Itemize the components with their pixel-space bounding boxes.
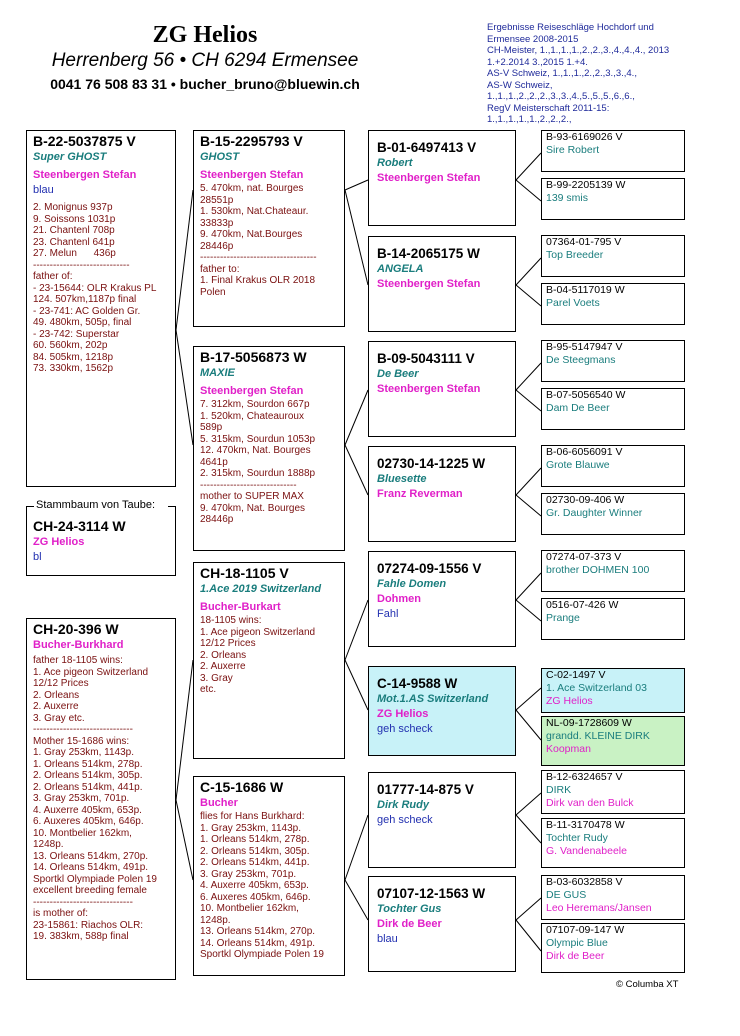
pigeon-id: C-14-9588 W (377, 676, 458, 691)
pigeon-id: B-07-5056540 W (546, 389, 626, 401)
pigeon-owner: ZG Helios (546, 695, 593, 707)
page-title: ZG Helios (152, 22, 258, 48)
subject-owner: ZG Helios (33, 536, 85, 548)
ancestor-card[interactable] (541, 388, 685, 430)
note-line: 49. 480km, 505p, final (33, 317, 132, 328)
note-line: 3. Gray (200, 672, 233, 684)
contact-line: 0041 76 508 83 31 • bucher_bruno@bluewin.ch (50, 76, 360, 92)
note-line: 23-15861: Riachos OLR: (33, 919, 144, 931)
ancestor-card[interactable] (541, 493, 685, 535)
pigeon-owner: G. Vandenabeele (546, 845, 627, 857)
note-line: 2. Orleans 514km, 305p. (200, 845, 310, 857)
pigeon-id: NL-09-1728609 W (546, 717, 632, 729)
note-line: Sportkl Olympiade Polen 19 (200, 949, 324, 960)
pigeon-name: Prange (546, 612, 580, 624)
note-line: Mother 15-1686 wins: (33, 735, 130, 747)
pigeon-notes (200, 811, 338, 961)
note-line: 12/12 Prices (33, 678, 89, 689)
note-line: 10. Montbelier 162km, (200, 903, 299, 914)
pigeon-owner: ZG Helios (377, 708, 429, 720)
pigeon-id: B-17-5056873 W (200, 349, 307, 365)
note-line: - 23-15644: OLR Krakus PL (33, 282, 157, 294)
great-grandparent-card[interactable] (368, 341, 516, 437)
pigeon-id: 0516-07-426 W (546, 599, 619, 611)
note-line: 1. Ace pigeon Switzerland (33, 666, 149, 678)
pigeon-owner: Franz Reverman (377, 488, 463, 500)
note-line: 13. Orleans 514km, 270p. (200, 926, 316, 937)
pigeon-owner: Dirk de Beer (377, 918, 442, 930)
note-line: 1. Orleans 514km, 278p. (200, 834, 310, 845)
results-line: Ergebnisse Reiseschläge Hochdorf und (487, 22, 654, 33)
note-line: 28551p (200, 194, 234, 206)
pigeon-owner: Steenbergen Stefan (377, 383, 481, 395)
pigeon-id: B-01-6497413 V (377, 140, 477, 155)
note-line: 14. Orleans 514km, 491p. (200, 937, 316, 949)
subject-id: CH-24-3114 W (33, 518, 126, 534)
note-line: 2. Orleans (200, 649, 247, 661)
pigeon-id: B-99-2205139 W (546, 179, 626, 191)
note-line: 28446p (200, 514, 234, 525)
pigeon-owner: Dohmen (377, 593, 421, 605)
great-grandparent-card[interactable] (368, 130, 516, 226)
note-line: - 23-741: AC Golden Gr. (33, 305, 141, 317)
note-line: Polen (200, 286, 226, 298)
note-line: 5. 470km, nat. Bourges (200, 183, 304, 194)
pigeon-id: C-15-1686 W (200, 779, 284, 795)
note-line: 3. Gray etc. (33, 712, 85, 724)
pigeon-name: Top Breeder (546, 249, 604, 261)
pigeon-owner: Dirk de Beer (546, 950, 605, 962)
pigeon-id: C-02-1497 V (546, 669, 606, 681)
pigeon-owner: Bucher-Burkart (200, 601, 281, 613)
ancestor-card[interactable] (541, 178, 685, 220)
subject-color: bl (33, 551, 42, 563)
ancestor-card[interactable] (541, 716, 685, 766)
note-line: 12. 470km, Nat. Bourges (200, 445, 311, 456)
pigeon-name: Parel Voets (546, 297, 600, 309)
note-line: 13. Orleans 514km, 270p. (33, 850, 149, 862)
ancestor-card[interactable] (541, 923, 685, 973)
pigeon-name: 1.Ace 2019 Switzerland (200, 583, 322, 595)
pigeon-owner: Steenbergen Stefan (200, 169, 304, 181)
note-line: etc. (200, 684, 217, 695)
pigeon-id: B-12-6324657 V (546, 771, 623, 783)
pigeon-id: 07274-07-373 V (546, 551, 622, 563)
note-line: 2. 315km, Sourdun 1888p (200, 468, 316, 479)
ancestor-card[interactable] (541, 340, 685, 382)
note-line: 2. Orleans (33, 689, 80, 701)
note-line: 21. Chantenl 708p (33, 225, 115, 236)
subject-card[interactable] (26, 506, 176, 576)
pigeon-owner: Dirk van den Bulck (546, 797, 634, 809)
pigeon-name: Tochter Gus (377, 903, 442, 915)
pigeon-name: Bucher (200, 797, 238, 809)
ancestor-card[interactable] (541, 550, 685, 592)
note-line: 1. Gray 253km, 1143p. (33, 747, 134, 758)
ancestor-card[interactable] (541, 235, 685, 277)
pigeon-id: CH-20-396 W (33, 621, 119, 637)
note-line: 27. Melun 436p (33, 248, 116, 259)
note-line: is mother of: (33, 908, 89, 919)
results-line: Ermensee 2008-2015 (487, 33, 579, 45)
pigeon-name: De Steegmans (546, 354, 616, 366)
pigeon-id: 07107-12-1563 W (377, 886, 486, 901)
great-grandparent-card[interactable] (368, 551, 516, 647)
note-line: 2. Orleans 514km, 305p. (33, 770, 143, 781)
ancestor-card[interactable] (541, 283, 685, 325)
great-grandparent-card[interactable] (368, 666, 516, 756)
pigeon-owner: Steenbergen Stefan (377, 278, 481, 290)
note-line: mother to SUPER MAX (200, 491, 304, 502)
note-line: 12/12 Prices (200, 638, 256, 649)
note-line: father to: (200, 263, 240, 275)
pigeon-name: Robert (377, 157, 413, 169)
note-line: 6. Auxeres 405km, 646p. (200, 891, 311, 903)
results-line: 1.,1.,1.,1.,1.,2.,2.,2., (487, 114, 572, 125)
note-line: 9. 470km, Nat. Bourges (200, 502, 306, 514)
pigeon-owner: Steenbergen Stefan (33, 169, 137, 181)
address: Herrenberg 56 • CH 6294 Ermensee (51, 50, 359, 71)
grandparent-card[interactable] (193, 562, 345, 759)
note-line: ------------------------------ (33, 724, 133, 735)
note-line: 73. 330km, 1562p (33, 363, 114, 374)
pigeon-name: De Beer (377, 368, 419, 380)
great-grandparent-card[interactable] (368, 236, 516, 332)
pigeon-owner: Steenbergen Stefan (377, 172, 481, 184)
note-line: ----------------------------------- (200, 252, 317, 263)
pigeon-id: B-95-5147947 V (546, 341, 623, 353)
pigeon-owner: Leo Heremans/Jansen (546, 902, 652, 914)
pigeon-name: Dam De Beer (546, 402, 610, 414)
pigeon-notes (200, 399, 338, 526)
note-line: 1. 530km, Nat.Chateaur. (200, 206, 309, 217)
pigeon-owner: Bucher-Burkhard (33, 639, 124, 651)
stammbaum-label: Stammbaum von Taube: (36, 499, 156, 511)
pigeon-id: 02730-14-1225 W (377, 456, 486, 471)
pigeon-name: DIRK (546, 784, 572, 796)
note-line: 19. 383km, 588p final (33, 931, 129, 942)
pigeon-id: B-93-6169026 V (546, 131, 623, 143)
note-line: 84. 505km, 1218p (33, 351, 114, 363)
pigeon-name: ANGELA (377, 263, 424, 275)
pigeon-notes (33, 202, 169, 375)
results-line: CH-Meister, 1.,1.,1.,1.,2.,2.,3.,4.,4.,4., 2013 (487, 45, 670, 56)
note-line: ----------------------------- (200, 479, 297, 491)
results-line: AS-W Schweiz, (487, 79, 553, 91)
pigeon-name: GHOST (200, 151, 240, 163)
pigeon-id: B-11-3170478 W (546, 819, 625, 831)
note-line: 28446p (200, 240, 234, 252)
ancestor-card[interactable] (541, 818, 685, 868)
pigeon-owner: Koopman (546, 743, 591, 755)
ancestor-card[interactable] (541, 875, 685, 920)
note-line: 3. Gray 253km, 701p. (200, 868, 297, 880)
pigeon-color: geh scheck (377, 814, 433, 826)
note-line: Sportkl Olympiade Polen 19 (33, 873, 157, 885)
pigeon-name: Olympic Blue (546, 937, 608, 949)
note-line: 1. Orleans 514km, 278p. (33, 758, 143, 770)
pigeon-notes (200, 183, 338, 298)
note-line: 1. Gray 253km, 1143p. (200, 822, 301, 834)
pigeon-name: Bluesette (377, 473, 427, 485)
pigeon-notes (33, 655, 169, 943)
note-line: 60. 560km, 202p (33, 340, 108, 351)
pigeon-notes (200, 615, 338, 696)
pigeon-color: Fahl (377, 608, 399, 620)
results-line: RegV Meisterschaft 2011-15: (487, 102, 610, 114)
note-line: 1. 520km, Chateauroux (200, 410, 304, 422)
pigeon-id: CH-18-1105 V (200, 565, 289, 581)
ancestor-card[interactable] (541, 130, 685, 172)
note-line: ------------------------------ (33, 896, 133, 908)
mother-card[interactable] (26, 618, 176, 980)
pigeon-name: 1. Ace Switzerland 03 (546, 682, 647, 694)
pigeon-name: DE GUS (546, 889, 587, 901)
note-line: 2. Orleans 514km, 441p. (33, 781, 143, 793)
note-line: father 18-1105 wins: (33, 655, 123, 666)
pigeon-name: Dirk Rudy (377, 799, 429, 811)
pigeon-owner: Steenbergen Stefan (200, 385, 304, 397)
pigeon-id: 07274-09-1556 V (377, 561, 482, 576)
pigeon-id: B-09-5043111 V (377, 351, 475, 366)
note-line: 2. Auxerre (200, 661, 246, 672)
pigeon-id: B-03-6032858 V (546, 876, 623, 888)
pigeon-name: Mot.1.AS Switzerland (377, 693, 489, 705)
pigeon-color: geh scheck (377, 723, 433, 735)
pigeon-name: Super GHOST (33, 151, 107, 163)
pigeon-id: 07107-09-147 W (546, 924, 625, 936)
note-line: 124. 507km,1187p final (33, 294, 137, 305)
note-line: excellent breeding female (33, 885, 147, 896)
note-line: ----------------------------- (33, 259, 130, 271)
pigeon-name: Sire Robert (546, 144, 600, 156)
ancestor-card[interactable] (541, 770, 685, 814)
pigeon-id: B-04-5117019 W (546, 284, 625, 296)
pigeon-id: B-06-6056091 V (546, 446, 623, 458)
note-line: 1248p. (200, 914, 231, 926)
pigeon-id: 07364-01-795 V (546, 236, 622, 248)
pigeon-name: Grote Blauwe (546, 459, 610, 471)
pigeon-color: blau (33, 184, 54, 196)
pigeon-name: MAXIE (200, 367, 235, 379)
note-line: 1248p. (33, 839, 64, 850)
ancestor-card[interactable] (541, 445, 685, 487)
pigeon-name: brother DOHMEN 100 (546, 564, 650, 576)
grandparent-card[interactable] (193, 346, 345, 551)
footer-credit: © Columba XT (616, 979, 679, 990)
great-grandparent-card[interactable] (368, 446, 516, 542)
grandparent-card[interactable] (193, 130, 345, 327)
note-line: 4. Auxerre 405km, 653p. (33, 804, 142, 816)
pigeon-id: B-22-5037875 V (33, 133, 136, 149)
pigeon-name: grandd. KLEINE DIRK (546, 730, 650, 742)
note-line: 2. Orleans 514km, 441p. (200, 857, 310, 868)
pigeon-id: 01777-14-875 V (377, 782, 474, 797)
note-line: 10. Montbelier 162km, (33, 827, 132, 839)
note-line: 9. Soissons 1031p (33, 213, 116, 225)
note-line: flies for Hans Burkhard: (200, 811, 305, 822)
note-line: 9. 470km, Nat.Bourges (200, 229, 303, 240)
results-line: 1.+2.2014 3.,2015 1.+4. (487, 56, 588, 68)
note-line: 4. Auxerre 405km, 653p. (200, 880, 309, 891)
note-line: 33833p (200, 217, 234, 229)
grandparent-card[interactable] (193, 776, 345, 976)
note-line: 4641p (200, 456, 228, 468)
note-line: 7. 312km, Sourdon 667p (200, 399, 310, 410)
note-line: 3. Gray 253km, 701p. (33, 793, 130, 804)
note-line: father of: (33, 271, 73, 282)
note-line: 589p (200, 422, 223, 433)
father-card[interactable] (26, 130, 176, 487)
note-line: 1. Final Krakus OLR 2018 (200, 275, 316, 286)
results-line: AS-V Schweiz, 1.,1.,1.,2.,2.,3.,3.,4., (487, 68, 637, 79)
results-line: 1.,1.,1.,2.,2.,2.,3.,3.,4.,5.,5.,5.,6.,6., (487, 91, 635, 102)
pigeon-id: B-15-2295793 V (200, 133, 303, 149)
pigeon-color: blau (377, 933, 398, 945)
note-line: 23. Chantenl 641p (33, 236, 115, 248)
pigeon-name: 139 smis (546, 192, 589, 204)
note-line: 6. Auxeres 405km, 646p. (33, 816, 144, 827)
pigeon-name: Tochter Rudy (546, 832, 608, 844)
pigeon-name: Fahle Domen (377, 578, 447, 590)
ancestor-card[interactable] (541, 668, 685, 713)
great-grandparent-card[interactable] (368, 772, 516, 868)
note-line: 2. Monignus 937p (33, 202, 113, 213)
pigeon-id: 02730-09-406 W (546, 494, 625, 506)
pigeon-name: Gr. Daughter Winner (546, 507, 643, 519)
note-line: 2. Auxerre (33, 701, 79, 712)
note-line: 5. 315km, Sourdun 1053p (200, 433, 316, 445)
note-line: 1. Ace pigeon Switzerland (200, 626, 316, 638)
ancestor-card[interactable] (541, 598, 685, 640)
note-line: - 23-742: Superstar (33, 328, 120, 340)
great-grandparent-card[interactable] (368, 876, 516, 972)
pigeon-id: B-14-2065175 W (377, 246, 480, 261)
note-line: 14. Orleans 514km, 491p. (33, 862, 149, 873)
note-line: 18-1105 wins: (200, 615, 262, 626)
